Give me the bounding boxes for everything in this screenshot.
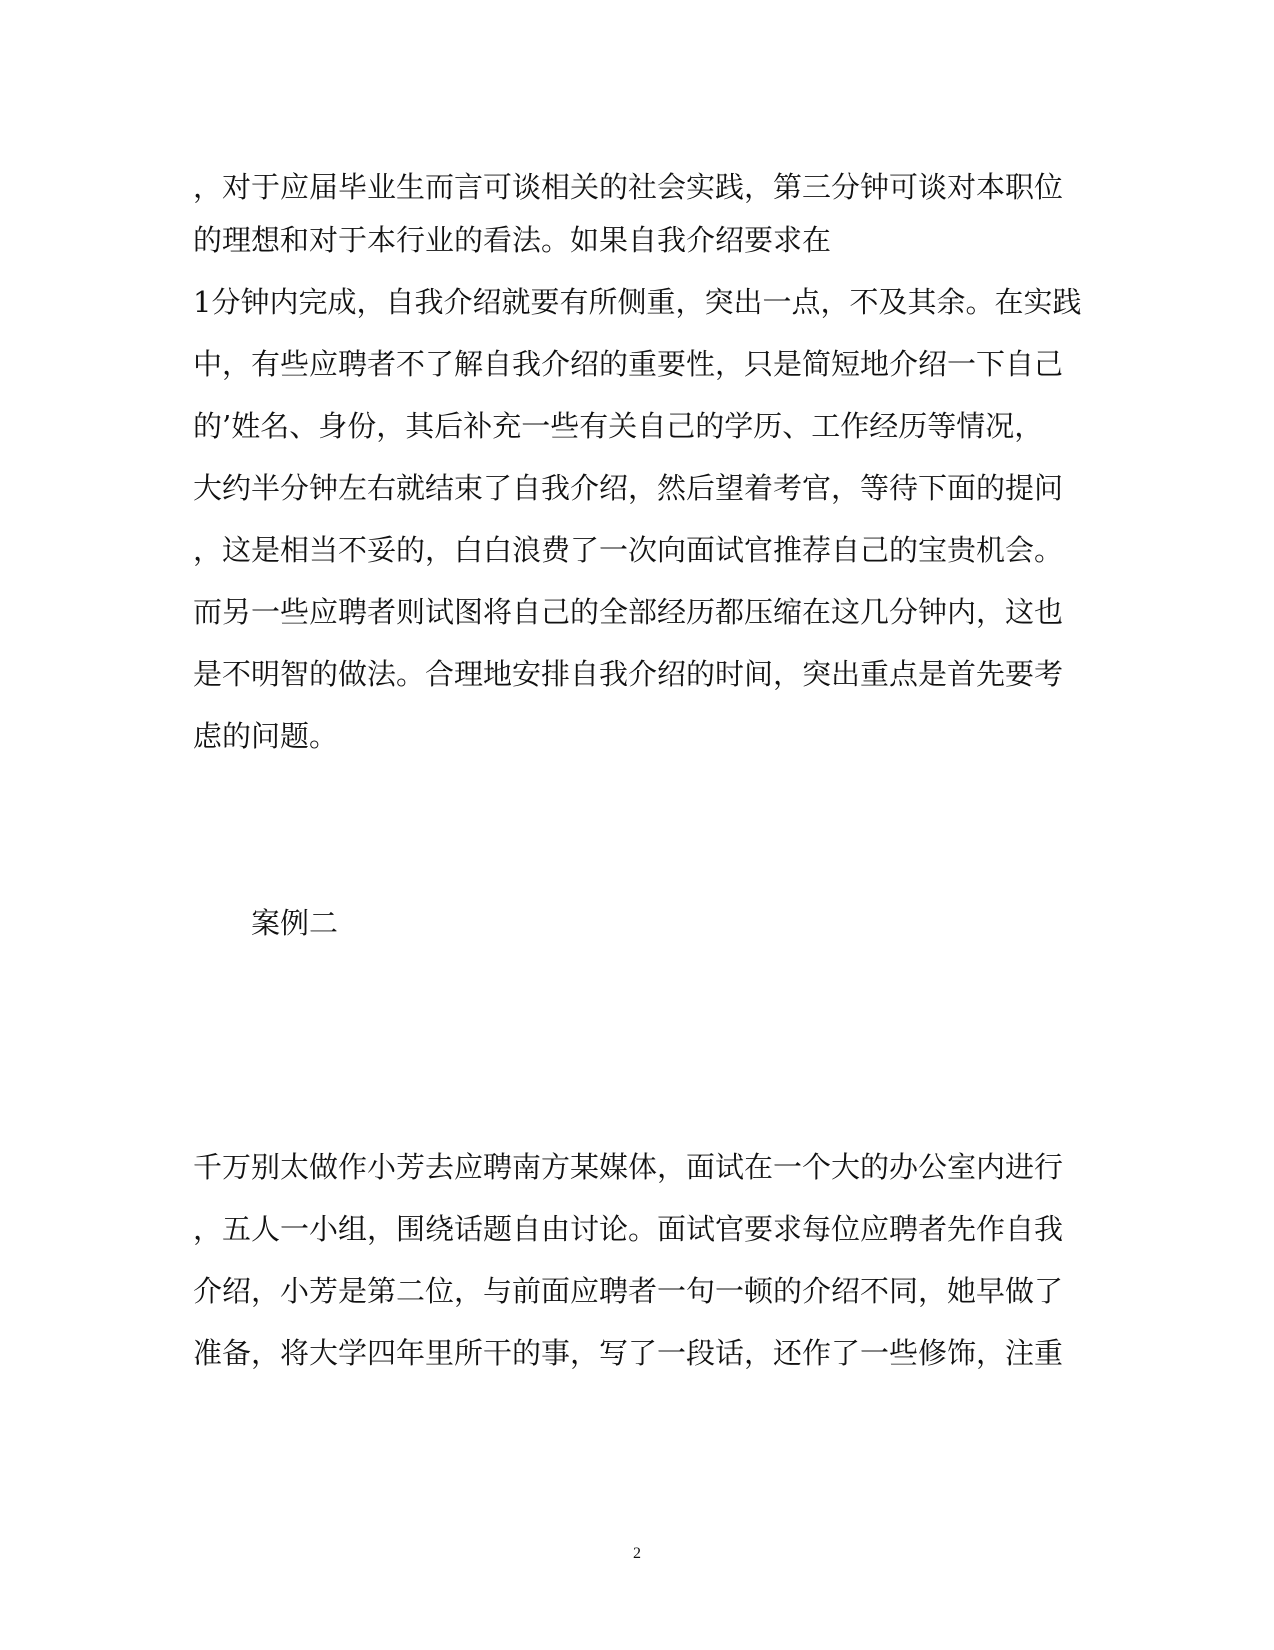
text-line: 千万别太做作小芳去应聘南方某媒体，面试在一个大的办公室内进行 [193, 1150, 1064, 1184]
text-line: 的’姓名、身份，其后补充一些有关自己的学历、工作经历等情况， [193, 409, 1044, 443]
text-line: 准备，将大学四年里所干的事，写了一段话，还作了一些修饰，注重 [193, 1336, 1064, 1370]
text-line: ，这是相当不妥的，白白浪费了一次向面试官推荐自己的宝贵机会。 [193, 533, 1064, 567]
text-line: 介绍，小芳是第二位，与前面应聘者一句一顿的介绍不同，她早做了 [193, 1274, 1064, 1308]
text-line: 1分钟内完成，自我介绍就要有所侧重，突出一点，不及其余。在实践 [193, 285, 1082, 319]
text-line: ，五人一小组，围绕话题自由讨论。面试官要求每位应聘者先作自我 [193, 1212, 1064, 1246]
section-heading: 案例二 [251, 906, 339, 940]
text-line: 的理想和对于本行业的看法。如果自我介绍要求在 [193, 223, 832, 257]
text-line: 虑的问题。 [193, 719, 339, 753]
text-line: 是不明智的做法。合理地安排自我介绍的时间，突出重点是首先要考 [193, 657, 1064, 691]
text-line: ，对于应届毕业生而言可谈相关的社会实践，第三分钟可谈对本职位 [193, 170, 1064, 204]
page-number: 2 [633, 1545, 641, 1562]
text-line: 而另一些应聘者则试图将自己的全部经历都压缩在这几分钟内，这也 [193, 595, 1064, 629]
text-line: 大约半分钟左右就结束了自我介绍，然后望着考官，等待下面的提问 [193, 471, 1064, 505]
text-line: 中，有些应聘者不了解自我介绍的重要性，只是简短地介绍一下自己 [193, 347, 1064, 381]
